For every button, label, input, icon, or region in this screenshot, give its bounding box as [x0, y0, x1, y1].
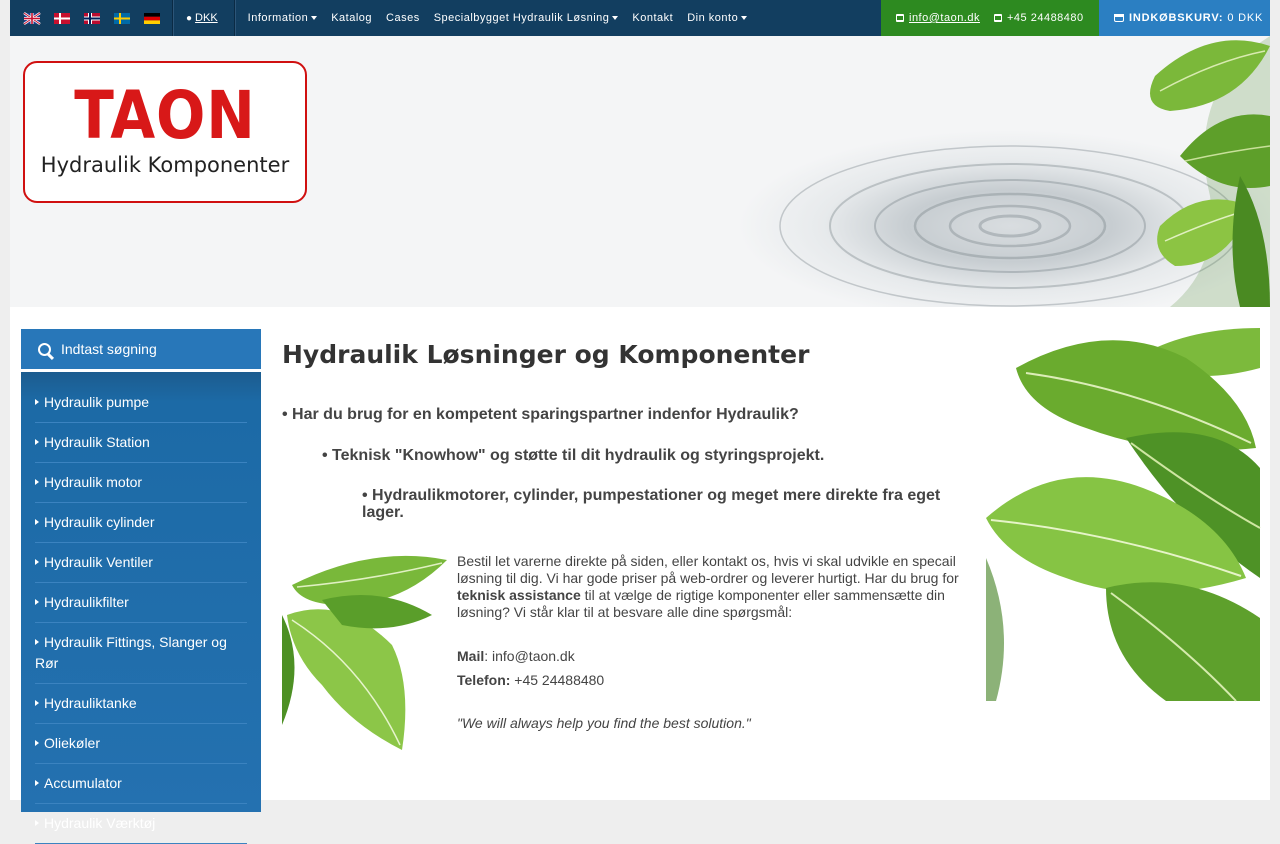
nav-specialbygget-label: Specialbygget Hydraulik Løsning: [433, 12, 610, 24]
phone-value: +45 24488480: [510, 672, 605, 688]
nav-cases-label: Cases: [386, 12, 420, 24]
cart-button[interactable]: [1099, 0, 1270, 36]
logo[interactable]: [23, 61, 307, 203]
category-label: Hydraulik motor: [44, 474, 143, 490]
flag-norway-icon[interactable]: [84, 13, 100, 24]
mail-value[interactable]: : info@taon.dk: [484, 648, 575, 664]
caret-right-icon: [35, 740, 39, 746]
mail-line: [457, 644, 604, 668]
category-item[interactable]: [35, 423, 247, 463]
currency-label: DKK: [195, 12, 218, 24]
currency-selector[interactable]: [173, 0, 235, 36]
caret-right-icon: [35, 820, 39, 826]
caret-right-icon: [35, 399, 39, 405]
small-leaves-image: [282, 555, 452, 755]
category-label: Hydraulikfilter: [44, 594, 129, 610]
category-label: Hydraulik Værktøj: [44, 815, 156, 831]
logo-subtitle: Hydraulik Komponenter: [40, 153, 290, 177]
bullet-3: • Hydraulikmotorer, cylinder, pumpestationer og meget mere direkte fra eget lager.: [362, 487, 941, 521]
category-label: Hydraulik Ventiler: [44, 554, 153, 570]
nav-katalog-label: Katalog: [331, 12, 373, 24]
category-label: Hydraulik Fittings, Slanger og Rør: [35, 634, 227, 671]
contact-bar: [881, 0, 1099, 36]
nav-kontakt-label: Kontakt: [632, 12, 674, 24]
envelope-icon: [896, 14, 904, 22]
nav-specialbygget[interactable]: [434, 12, 619, 24]
caret-right-icon: [35, 700, 39, 706]
main-nav: [235, 0, 762, 36]
category-label: Hydraulik pumpe: [44, 394, 150, 410]
main-content: [282, 340, 972, 731]
mail-label: Mail: [457, 648, 485, 664]
nav-katalog[interactable]: [331, 12, 372, 24]
language-selector: [10, 0, 173, 36]
category-label: Hydrauliktanke: [44, 695, 137, 711]
intro-paragraph: [457, 553, 977, 621]
caret-right-icon: [35, 559, 39, 565]
category-item[interactable]: [35, 764, 247, 804]
search-icon: [21, 329, 61, 369]
category-label: Accumulator: [44, 775, 122, 791]
phone-icon: [994, 14, 1002, 22]
caret-right-icon: [35, 599, 39, 605]
nav-kontakt[interactable]: [632, 12, 673, 24]
bullet-2: • Teknisk "Knowhow" og støtte til dit hydraulik og styringsprojekt.: [322, 447, 825, 464]
category-item[interactable]: [35, 623, 247, 684]
logo-title: TAON: [74, 77, 256, 154]
category-label: Hydraulik Station: [44, 434, 150, 450]
phone-line: [457, 668, 604, 692]
cart-value: 0 DKK: [1227, 12, 1264, 24]
header-leaves-image: [1130, 36, 1270, 307]
search-input[interactable]: Indtast søgning: [61, 341, 157, 357]
category-item[interactable]: [35, 503, 247, 543]
email-link[interactable]: info@taon.dk: [909, 12, 980, 24]
flag-uk-icon[interactable]: [24, 13, 40, 24]
intro-text: Bestil let varerne direkte på siden, eller kontakt os, hvis vi skal udvikle en specail løsning til dig. Vi har gode priser på web-ordrer og leverer hurtigt. Har du brug for: [457, 553, 959, 586]
caret-right-icon: [35, 780, 39, 786]
category-label: Hydraulik cylinder: [44, 514, 155, 530]
nav-din-konto[interactable]: [687, 12, 747, 24]
category-item[interactable]: [35, 804, 247, 844]
category-item[interactable]: [35, 724, 247, 764]
intro-text-end: til at vælge de rigtige komponenter eller sammensætte din løsning? Vi står klar til at besvare alle dine spørgsmål:: [457, 587, 945, 620]
category-label: Oliekøler: [44, 735, 101, 751]
intro-bold: teknisk assistance: [457, 587, 581, 603]
page: [10, 0, 1270, 831]
flag-germany-icon[interactable]: [144, 13, 160, 24]
leaves-image: [986, 328, 1260, 701]
globe-icon: ●: [186, 12, 193, 24]
page-title: Hydraulik Løsninger og Komponenter: [282, 340, 810, 369]
flag-sweden-icon[interactable]: [114, 13, 130, 24]
category-item[interactable]: [35, 384, 247, 423]
header-banner: [10, 36, 1270, 307]
category-item[interactable]: [35, 463, 247, 503]
phone-label: Telefon:: [457, 672, 511, 688]
flag-denmark-icon[interactable]: [54, 13, 70, 24]
nav-din-konto-label: Din konto: [687, 12, 739, 24]
category-nav: [21, 372, 261, 831]
bullet-1: • Har du brug for en kompetent sparingspartner indenfor Hydraulik?: [282, 406, 799, 423]
caret-down-icon: [311, 16, 317, 20]
cart-icon: [1114, 14, 1124, 22]
caret-down-icon: [741, 16, 747, 20]
contact-info: [457, 644, 604, 692]
caret-right-icon: [35, 519, 39, 525]
quote: "We will always help you find the best solution.": [457, 715, 751, 731]
category-item[interactable]: [35, 543, 247, 583]
caret-right-icon: [35, 479, 39, 485]
nav-information-label: Information: [247, 12, 309, 24]
cart-label: INDKØBSKURV:: [1129, 12, 1224, 24]
search-box[interactable]: [21, 329, 261, 369]
caret-right-icon: [35, 639, 39, 645]
caret-right-icon: [35, 439, 39, 445]
category-item[interactable]: [35, 583, 247, 623]
nav-information[interactable]: [248, 12, 318, 24]
category-item[interactable]: [35, 684, 247, 724]
nav-cases[interactable]: [386, 12, 420, 24]
phone-number: +45 24488480: [1007, 12, 1084, 24]
caret-down-icon: [612, 16, 618, 20]
